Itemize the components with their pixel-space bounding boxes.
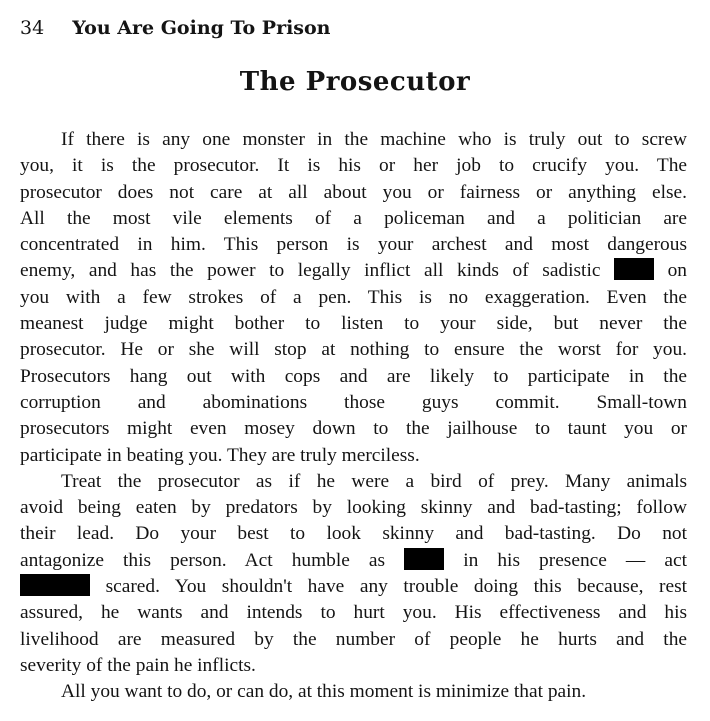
- text-line: avoid being eaten by predators by looking skinny and bad-tasting; follow: [20, 497, 687, 519]
- page-number: 34: [20, 17, 45, 39]
- redaction-bar: [404, 548, 444, 570]
- text-line: prosecutor. He or she will stop at nothing to ensure the worst for you.: [20, 339, 687, 361]
- text-line: All the most vile elements of a policeman and a politician are: [20, 207, 687, 229]
- paragraph-1: [20, 127, 687, 469]
- text-line: meanest judge might bother to listen to your side, but never the: [20, 313, 687, 335]
- text-line: [20, 574, 687, 600]
- text-line: severity of the pain he inflicts.: [20, 654, 256, 676]
- text-segment: in his presence — act: [463, 549, 687, 571]
- redaction-bar: [20, 574, 90, 596]
- text-line: All you want to do, or can do, at this moment is minimize that pain.: [61, 681, 587, 703]
- text-line: assured, he wants and intends to hurt you. His effectiveness and his: [20, 602, 687, 624]
- paragraph-2: [20, 469, 687, 679]
- redaction-bar: [614, 258, 654, 280]
- text-line: Prosecutors hang out with cops and are likely to participate in the: [20, 365, 687, 387]
- chapter-title: The Prosecutor: [239, 67, 471, 97]
- text-line: concentrated in him. This person is your archest and most dangerous: [20, 234, 687, 256]
- text-line: you with a few strokes of a pen. This is no exaggeration. Even the: [20, 286, 687, 308]
- body-text: [20, 127, 687, 706]
- text-segment: enemy, and has the power to legally inflict all kinds of sadistic: [20, 260, 601, 282]
- book-title: You Are Going To Prison: [72, 17, 331, 39]
- text-segment: antagonize this person. Act humble as: [20, 549, 386, 571]
- text-line: prosecutor does not care at all about you or fairness or anything else.: [20, 181, 687, 203]
- text-segment: on: [667, 260, 687, 282]
- running-header: [20, 14, 330, 42]
- text-line: [20, 548, 687, 574]
- text-line: prosecutors might even mosey down to the jailhouse to taunt you or: [20, 418, 687, 440]
- text-line: their lead. Do your best to look skinny and bad-tasting. Do not: [20, 523, 687, 545]
- text-line: livelihood are measured by the number of people he hurts and the: [20, 628, 687, 650]
- paragraph-3: [20, 679, 687, 705]
- text-line: participate in beating you. They are truly merciless.: [20, 444, 420, 466]
- text-line: Treat the prosecutor as if he were a bird of prey. Many animals: [61, 470, 687, 492]
- text-line: [20, 258, 687, 284]
- text-line: you, it is the prosecutor. It is his or her job to crucify you. The: [20, 155, 687, 177]
- text-line: If there is any one monster in the machine who is truly out to screw: [61, 129, 687, 150]
- text-line: corruption and abominations those guys commit. Small-town: [20, 391, 687, 413]
- text-segment: scared. You shouldn't have any trouble doing this because, rest: [105, 576, 687, 598]
